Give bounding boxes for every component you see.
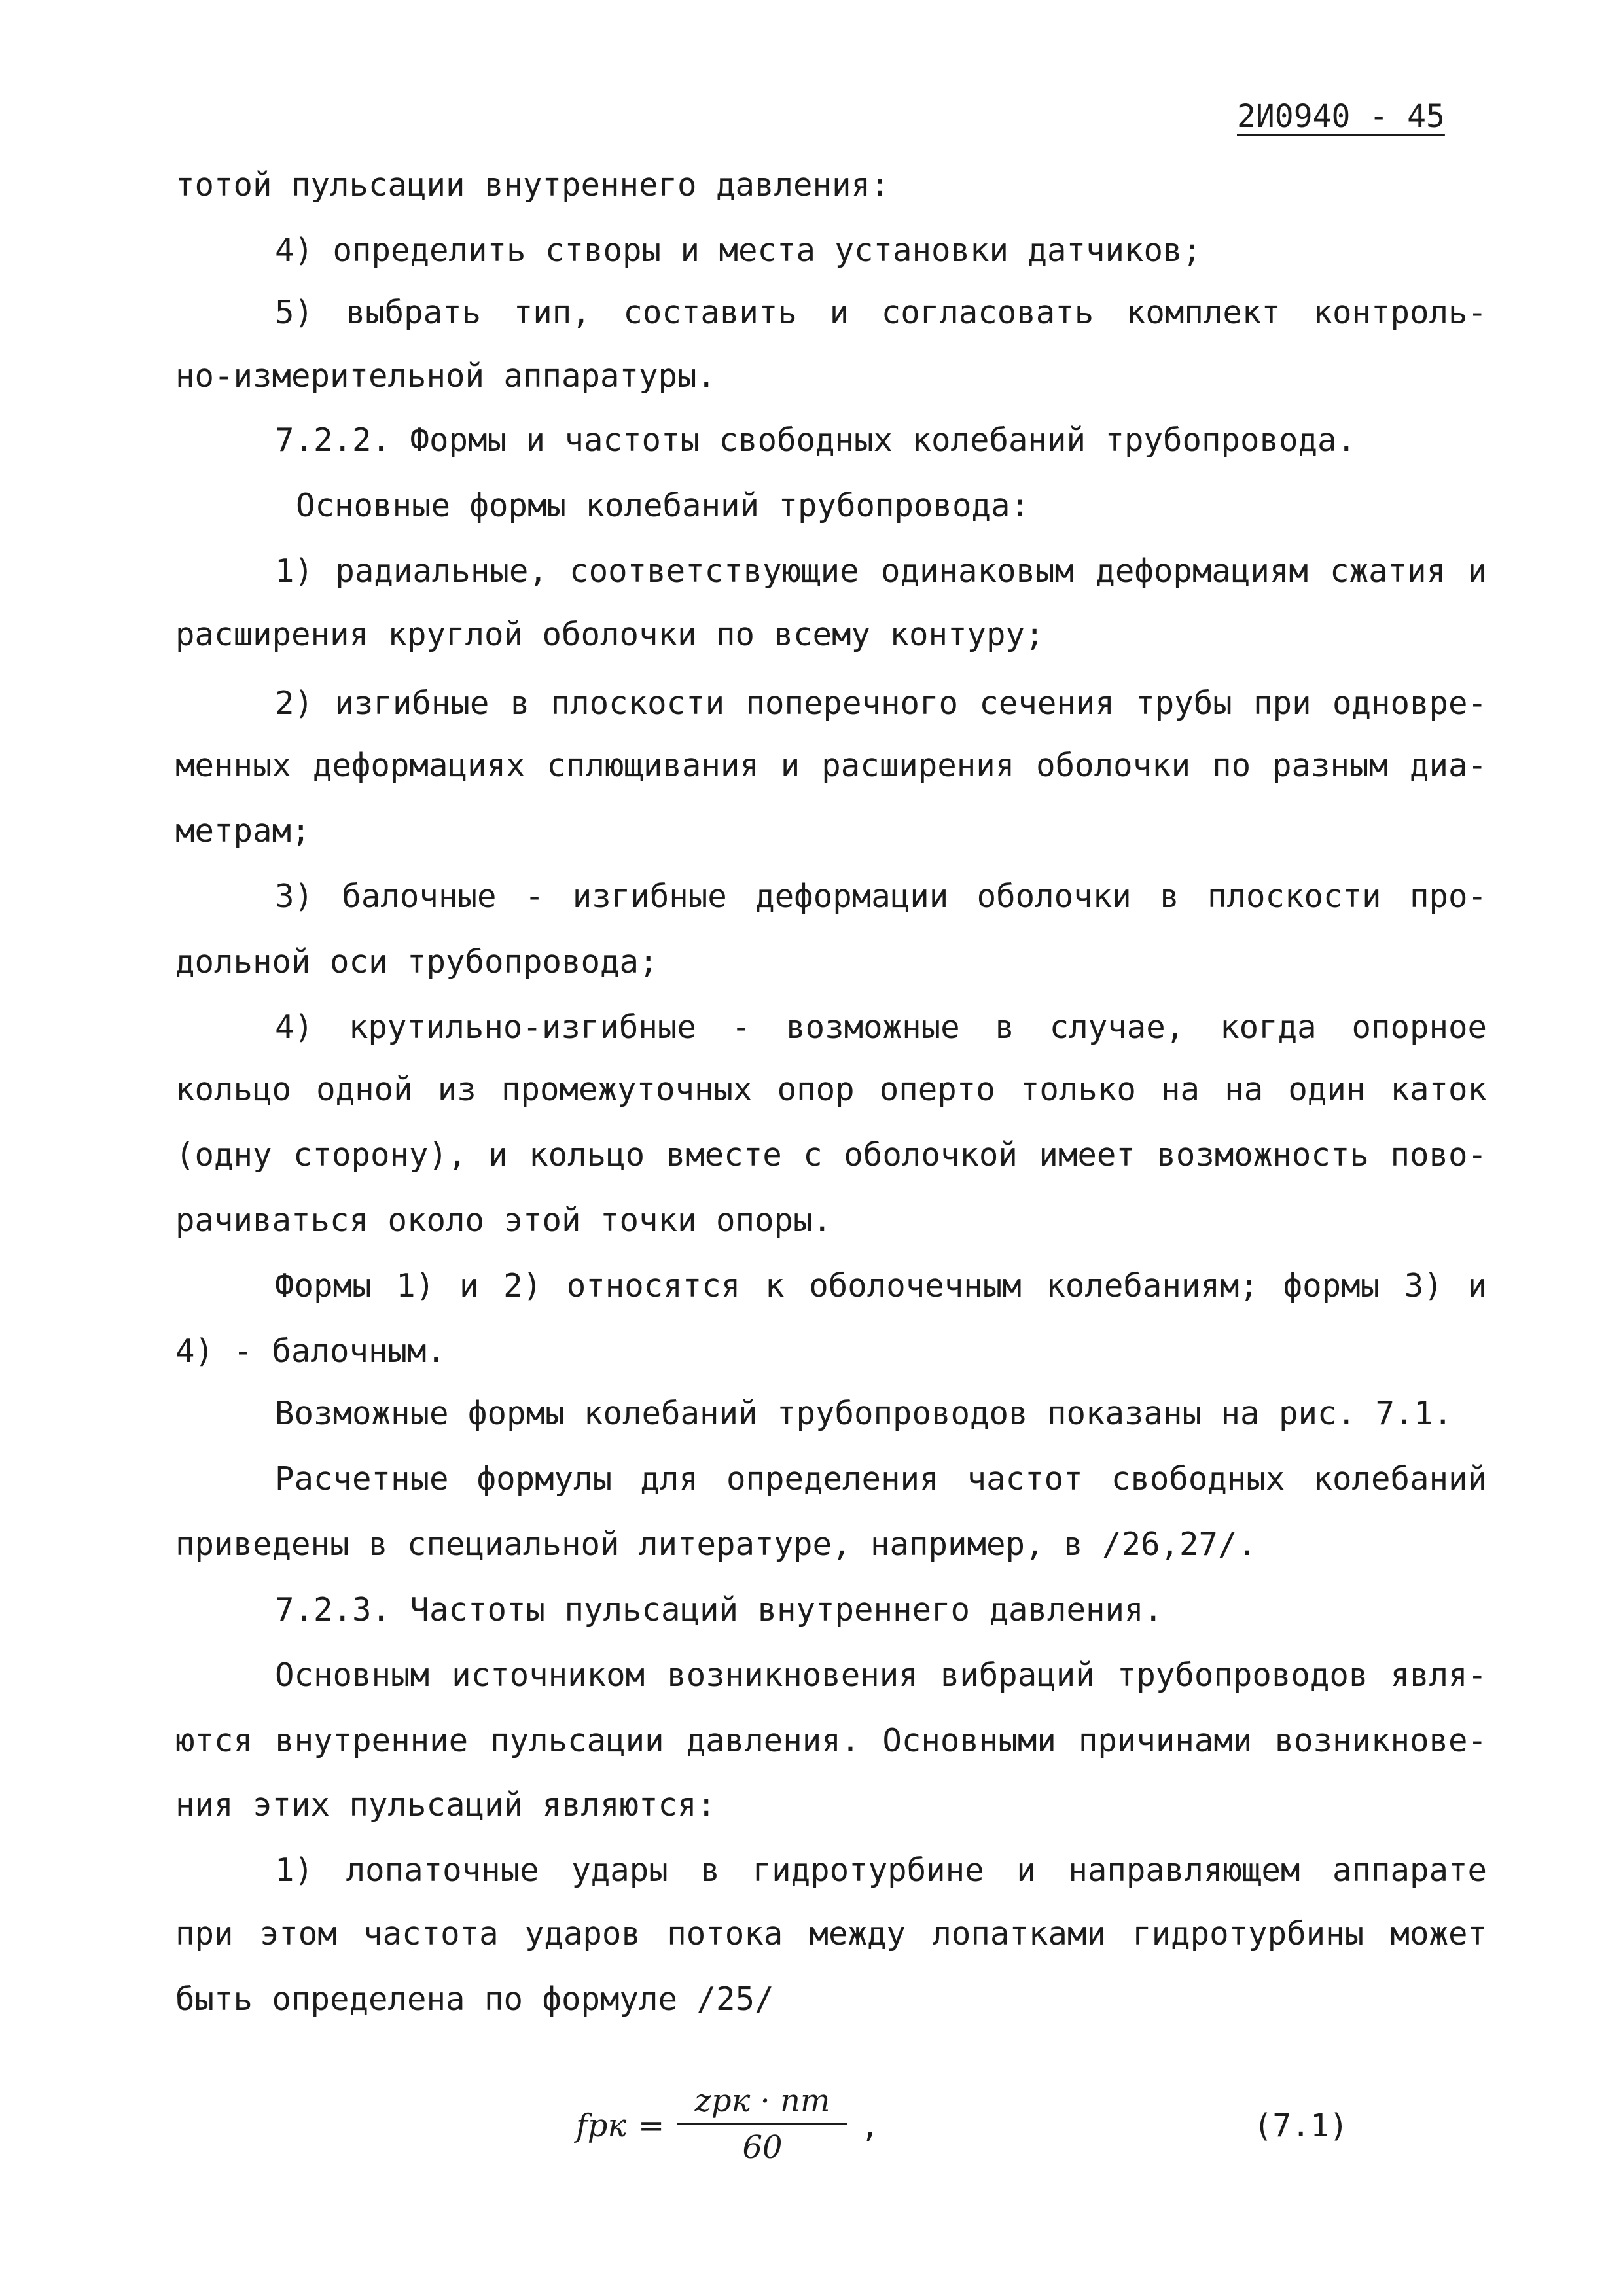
fraction-bar: [677, 2123, 847, 2125]
text-line: Возможные формы колебаний трубопроводов показаны на рис. 7.1.: [275, 1395, 1453, 1432]
formula-lhs: fрк: [576, 2108, 627, 2144]
text-line: 1) радиальные, соответствующие одинаковым деформациям сжатия и: [275, 552, 1487, 590]
text-line: дольной оси трубопровода;: [175, 943, 658, 980]
text-line: метрам;: [175, 812, 311, 850]
formula-fraction: [677, 2081, 847, 2167]
section-heading: 7.2.2. Формы и частоты свободных колебаний трубопровода.: [275, 422, 1357, 459]
text-line: 4) - балочным.: [175, 1333, 446, 1370]
text-line: Формы 1) и 2) относятся к оболочечным колебаниям; формы 3) и: [275, 1267, 1487, 1304]
text-line: но-измерительной аппаратуры.: [175, 357, 717, 395]
text-line: (одну сторону), и кольцо вместе с оболочкой имеет возможность пово-: [175, 1136, 1487, 1174]
text-line: ются внутренние пульсации давления. Основными причинами возникнове-: [175, 1722, 1487, 1759]
formula-number: (7.1): [1253, 2108, 1348, 2144]
formula-denominator: 60: [742, 2129, 783, 2166]
text-line: рачиваться около этой точки опоры.: [175, 1202, 832, 1239]
text-line: 2) изгибные в плоскости поперечного сечения трубы при одновре-: [275, 685, 1487, 722]
formula-equals: =: [638, 2108, 665, 2144]
text-line: Расчетные формулы для определения частот свободных колебаний: [275, 1460, 1487, 1498]
page-code: 2И0940 - 45: [1237, 98, 1445, 135]
text-line: 1) лопаточные удары в гидротурбине и направляющем аппарате: [275, 1852, 1487, 1889]
text-line: 4) крутильно-изгибные - возможные в случае, когда опорное: [275, 1009, 1487, 1046]
text-line: при этом частота ударов потока между лопатками гидротурбины может: [175, 1915, 1487, 1952]
text-line: 5) выбрать тип, составить и согласовать комплект контроль-: [275, 294, 1487, 331]
text-line: менных деформациях сплющивания и расширения оболочки по разным диа-: [175, 747, 1487, 784]
text-line: Основные формы колебаний трубопровода:: [296, 487, 1030, 524]
formula-numerator: zрк · nт: [694, 2083, 830, 2119]
text-line: приведены в специальной литературе, например, в /26,27/.: [175, 1526, 1257, 1563]
text-line: Основным источником возникновения вибраций трубопроводов явля-: [275, 1657, 1487, 1694]
text-line: ния этих пульсаций являются:: [175, 1786, 717, 1823]
text-line: кольцо одной из промежуточных опор оперто только на на один каток: [175, 1071, 1487, 1108]
formula-7-1: [576, 2081, 1348, 2179]
formula-comma: ,: [861, 2108, 880, 2144]
text-line: расширения круглой оболочки по всему контуру;: [175, 616, 1044, 653]
section-heading: 7.2.3. Частоты пульсаций внутреннего давления.: [275, 1591, 1164, 1628]
text-line: 4) определить створы и места установки датчиков;: [275, 232, 1202, 269]
text-line: тотой пульсации внутреннего давления:: [175, 166, 890, 204]
text-line: быть определена по формуле /25/: [175, 1981, 774, 2018]
text-line: 3) балочные - изгибные деформации оболочки в плоскости про-: [275, 878, 1487, 915]
